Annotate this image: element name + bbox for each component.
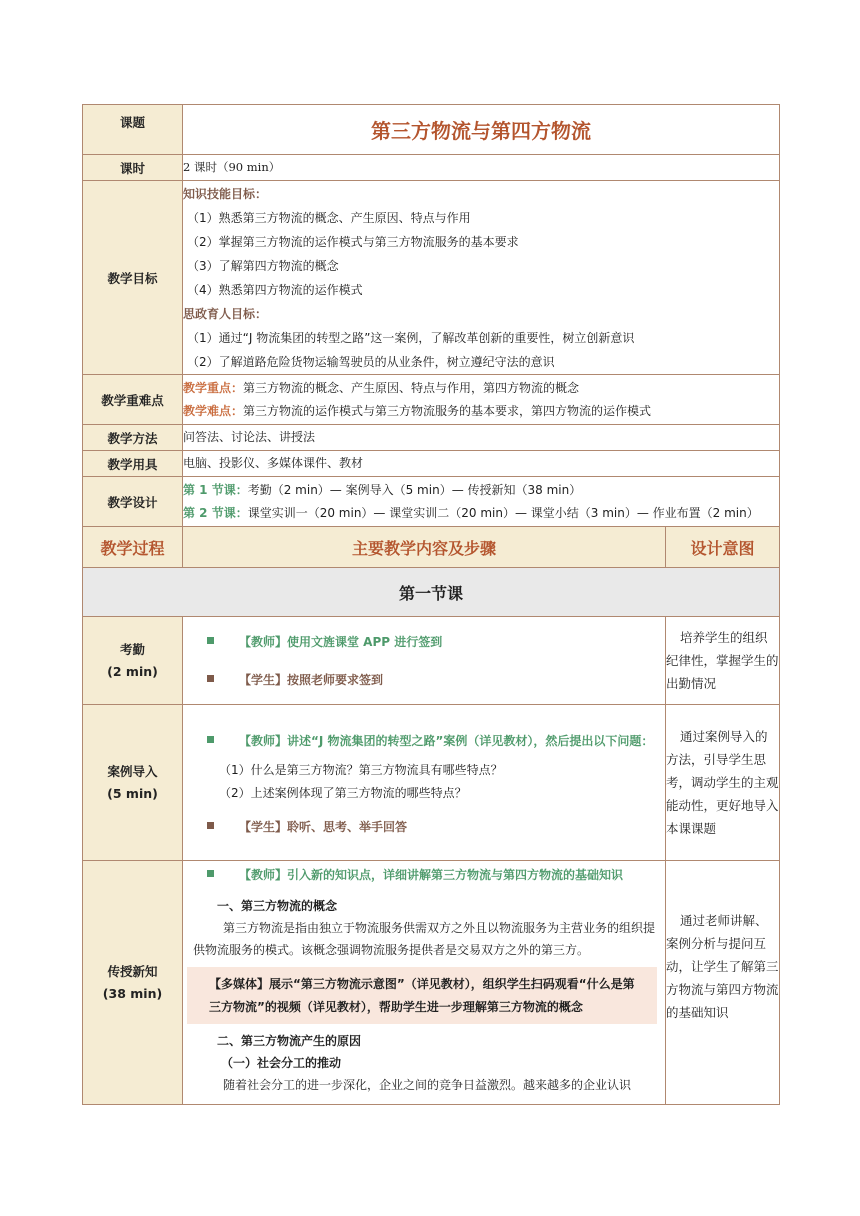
new-knowledge-intent: 通过老师讲解、案例分析与提问互动，让学生了解第三方物流与第四方物流的基础知识 <box>666 861 780 1105</box>
knowledge-item: （2）掌握第三方物流的运作模式与第三方物流服务的基本要求 <box>187 234 519 249</box>
process-header-row <box>83 527 780 568</box>
new-knowledge-row <box>83 861 780 1105</box>
heading-division: （一）社会分工的推动 <box>221 1056 342 1070</box>
division-paragraph: 随着社会分工的进一步深化，企业之间的竞争日益激烈。越来越多的企业认识 <box>223 1078 632 1092</box>
case-question: （2）上述案例体现了第三方物流的哪些特点？ <box>219 785 467 800</box>
session2-text: 课堂实训一（20 min）— 课堂实训二（20 min）— 课堂小结（3 min）— 作业布置（2 min） <box>247 505 759 520</box>
case-intro-duration: (5 min) <box>107 785 158 801</box>
heading-reasons: 二、第三方物流产生的原因 <box>217 1034 362 1048</box>
heading-concept: 一、第三方物流的概念 <box>217 899 338 913</box>
new-knowledge-teacher: 【教师】引入新的知识点，详细讲解第三方物流与第四方物流的基础知识 <box>239 868 624 882</box>
bullet-icon <box>207 675 214 682</box>
key-point-text: 第三方物流的概念、产生原因、特点与作用，第四方物流的概念 <box>243 380 580 395</box>
session2-label: 第 2 节课： <box>183 505 248 520</box>
lesson-plan-table <box>82 104 780 1105</box>
tools-label: 教学用具 <box>83 451 183 477</box>
bullet-icon <box>207 736 214 743</box>
bullet-icon <box>207 637 214 644</box>
topic-row <box>83 105 780 155</box>
knowledge-heading: 知识技能目标： <box>183 186 268 201</box>
topic-label: 课题 <box>83 105 183 155</box>
difficult-point-label: 教学难点： <box>183 403 244 418</box>
case-intro-label: 案例导入 <box>107 763 158 779</box>
hours-value: 2 课时（90 min） <box>183 155 780 181</box>
key-points-row <box>83 375 780 425</box>
new-knowledge-label: 传授新知 <box>107 963 158 979</box>
lesson-title: 第三方物流与第四方物流 <box>183 105 780 155</box>
section-title: 第一节课 <box>83 568 780 617</box>
hours-row <box>83 155 780 181</box>
method-row <box>83 425 780 451</box>
tools-row <box>83 451 780 477</box>
session1-label: 第 1 节课： <box>183 482 248 497</box>
objectives-label: 教学目标 <box>83 181 183 375</box>
method-value: 问答法、讨论法、讲授法 <box>183 425 780 451</box>
process-header-col2: 主要教学内容及步骤 <box>183 527 666 568</box>
section-row <box>83 568 780 617</box>
bullet-icon <box>207 870 214 877</box>
key-point-label: 教学重点： <box>183 380 244 395</box>
concept-paragraph: 第三方物流是指由独立于物流服务供需双方之外且以物流服务为主营业务的组织提供物流服务的模式。该概念强调物流服务提供者是交易双方之外的第三方。 <box>193 921 656 957</box>
process-header-col3: 设计意图 <box>666 527 780 568</box>
method-label: 教学方法 <box>83 425 183 451</box>
knowledge-item: （1）熟悉第三方物流的概念、产生原因、特点与作用 <box>187 210 471 225</box>
process-header-col1: 教学过程 <box>83 527 183 568</box>
case-intro-row <box>83 705 780 861</box>
ideology-item: （2）了解道路危险货物运输驾驶员的从业条件，树立遵纪守法的意识 <box>187 354 555 369</box>
attendance-intent: 培养学生的组织纪律性，掌握学生的出勤情况 <box>666 617 780 705</box>
difficult-point-text: 第三方物流的运作模式与第三方物流服务的基本要求，第四方物流的运作模式 <box>243 403 652 418</box>
multimedia-note: 【多媒体】展示“第三方物流示意图”（详见教材），组织学生扫码观看“什么是第三方物流”的视频（详见教材），帮助学生进一步理解第三方物流的概念 <box>187 967 657 1024</box>
hours-label: 课时 <box>83 155 183 181</box>
attendance-duration: (2 min) <box>107 663 158 679</box>
new-knowledge-duration: (38 min) <box>102 985 163 1001</box>
attendance-student: 【学生】按照老师要求签到 <box>239 672 384 687</box>
case-question: （1）什么是第三方物流？第三方物流具有哪些特点？ <box>219 762 503 777</box>
session1-text: 考勤（2 min）— 案例导入（5 min）— 传授新知（38 min） <box>247 482 582 497</box>
attendance-row <box>83 617 780 705</box>
key-points-label: 教学重难点 <box>83 375 183 425</box>
bullet-icon <box>207 822 214 829</box>
attendance-label: 考勤 <box>119 641 145 657</box>
objectives-row <box>83 181 780 375</box>
design-row <box>83 477 780 527</box>
attendance-teacher: 【教师】使用文旌课堂 APP 进行签到 <box>239 634 443 649</box>
case-intro-teacher: 【教师】讲述“J 物流集团的转型之路”案例（详见教材），然后提出以下问题： <box>239 733 654 748</box>
ideology-heading: 思政育人目标： <box>183 306 268 321</box>
tools-value: 电脑、投影仪、多媒体课件、教材 <box>183 451 780 477</box>
case-intro-intent: 通过案例导入的方法，引导学生思考，调动学生的主观能动性，更好地导入本课课题 <box>666 705 780 861</box>
knowledge-item: （3）了解第四方物流的概念 <box>187 258 339 273</box>
design-label: 教学设计 <box>83 477 183 527</box>
case-intro-student: 【学生】聆听、思考、举手回答 <box>239 819 408 834</box>
ideology-item: （1）通过“J 物流集团的转型之路”这一案例，了解改革创新的重要性，树立创新意识 <box>187 330 635 345</box>
knowledge-item: （4）熟悉第四方物流的运作模式 <box>187 282 363 297</box>
